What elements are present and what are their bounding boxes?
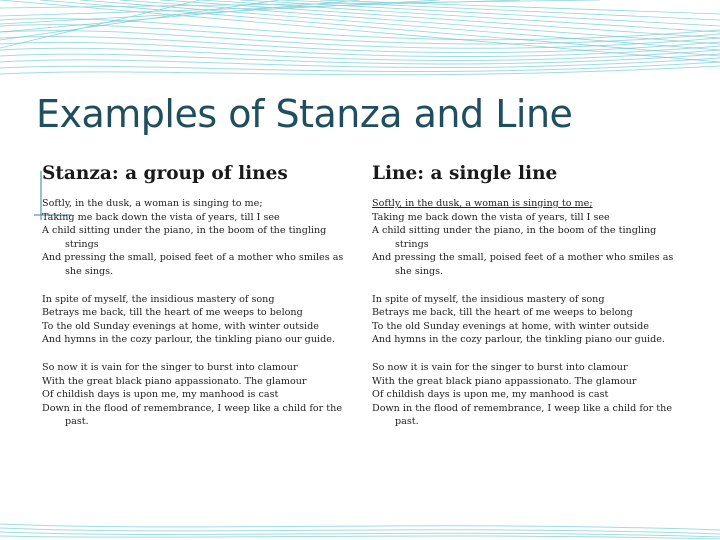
highlighted-line: Softly, in the dusk, a woman is singing to me; — [372, 198, 593, 209]
poem-line: So now it is vain for the singer to burst into clamour — [372, 361, 628, 373]
poem-line: And pressing the small, poised feet of a mother who smiles as she sings. — [42, 252, 344, 277]
poem-line: Down in the flood of remembrance, I weep like a child for the past. — [42, 402, 342, 428]
poem-line: So now it is vain for the singer to burst into clamour — [42, 361, 298, 373]
poem-line: And pressing the small, poised feet of a mother who smiles as she sings. — [372, 252, 674, 277]
poem-line: Betrays me back, till the heart of me weeps to belong — [372, 307, 633, 319]
stanza-heading: Stanza: a group of lines — [42, 163, 288, 184]
poem-line: And hymns in the cozy parlour, the tinkling piano our guide. — [42, 334, 335, 346]
poem-line: Down in the flood of remembrance, I weep like a child for the past. — [372, 402, 672, 428]
stanza-block — [42, 197, 352, 279]
bottom-wave-decoration — [0, 518, 720, 540]
poem-line: Taking me back down the vista of years, till I see — [372, 211, 610, 223]
poem-line: And hymns in the cozy parlour, the tinkling piano our guide. — [372, 334, 665, 346]
line-poem — [372, 197, 682, 429]
poem-line: Of childish days is upon me, my manhood is cast — [42, 389, 279, 401]
line-heading: Line: a single line — [372, 163, 558, 184]
stanza-block — [372, 293, 682, 347]
poem-line: Softly, in the dusk, a woman is singing to me; — [42, 198, 263, 209]
poem-line: Betrays me back, till the heart of me weeps to belong — [42, 307, 303, 319]
poem-line: With the great black piano appassionato. The glamour — [42, 375, 307, 387]
stanza-block — [42, 361, 352, 429]
top-wave-decoration — [0, 0, 720, 92]
stanza-block — [372, 361, 682, 429]
poem-line: To the old Sunday evenings at home, with winter outside — [372, 320, 649, 332]
stanza-block — [372, 197, 682, 279]
poem-line: Of childish days is upon me, my manhood is cast — [372, 389, 609, 401]
line-column — [372, 160, 682, 443]
stanza-block — [42, 293, 352, 347]
poem-line: A child sitting under the piano, in the boom of the tingling strings — [42, 225, 327, 250]
poem-line: To the old Sunday evenings at home, with winter outside — [42, 320, 319, 332]
poem-line: Taking me back down the vista of years, till I see — [42, 211, 280, 223]
poem-line: In spite of myself, the insidious mastery of song — [42, 293, 275, 305]
poem-line: In spite of myself, the insidious mastery of song — [372, 293, 605, 305]
poem-line: A child sitting under the piano, in the boom of the tingling strings — [372, 225, 657, 250]
poem-line: With the great black piano appassionato. The glamour — [372, 375, 637, 387]
slide-title: Examples of Stanza and Line — [36, 92, 573, 136]
stanza-column — [42, 160, 352, 443]
stanza-poem — [42, 197, 352, 429]
